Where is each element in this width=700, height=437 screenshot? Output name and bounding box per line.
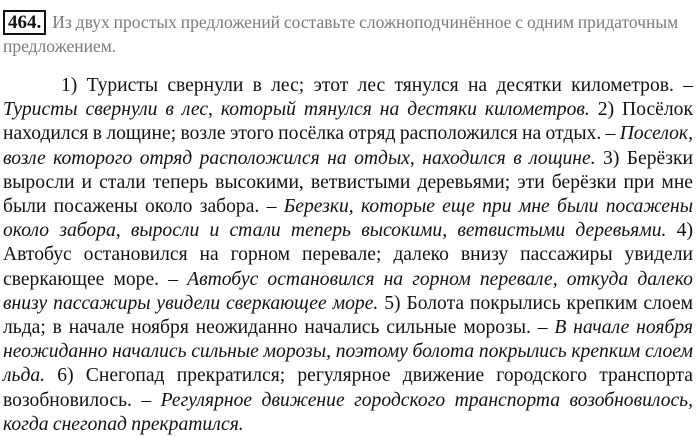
item-answer: Автобус остановился на горном перевале, откуда далеко внизу пассажиры увидели сверкающее море. [3, 268, 693, 314]
item-source: Снегопад прекратился; регулярное движение городского транспорта возобновилось. [3, 365, 693, 411]
item-number: 5) [384, 292, 401, 314]
item-dash: – [537, 317, 548, 339]
item-dash: – [683, 75, 693, 96]
task-prompt: Из двух простых предложений составьте сложноподчинённое с одним придаточным предложением. [3, 12, 679, 56]
item-number: 2) [597, 99, 615, 121]
item-dash: – [605, 123, 616, 145]
item-number: 3) [603, 147, 620, 169]
task-number: 464. [3, 10, 46, 35]
item-dash: – [266, 196, 277, 218]
item-answer: Березки, которые еще при мне были посажены около забора, выросли и стали теперь высокими, ветвистыми деревьями. [3, 196, 693, 242]
task-header [3, 10, 693, 58]
item-answer: В начале ноября неожиданно начались сильные морозы, поэтому болота покрылись крепким слоем льда. [3, 317, 693, 387]
item-6 [3, 365, 693, 434]
item-answer: Поселок, возле которого отряд расположился на отдых, находился в лощине. [3, 123, 693, 169]
item-dash: – [168, 268, 178, 290]
item-source: Болота покрылись крепким слоем льда; в начале ноября неожиданно начались сильные морозы. [3, 292, 693, 339]
answer-paragraph [3, 74, 693, 437]
item-number: 1) [61, 75, 78, 96]
item-number: 6) [57, 365, 74, 387]
item-source: Туристы свернули в лес; этот лес тянулся на десятки километров. [86, 75, 674, 96]
item-dash: – [141, 389, 152, 411]
item-number: 4) [676, 220, 693, 242]
item-source: Посёлок находился в лощине; возле этого посёлка отряд расположился на отдых. [3, 99, 693, 145]
item-1 [3, 75, 693, 120]
item-source: Берёзки выросли и стали теперь высокими, ветвистыми деревьями; эти берёзки при мне были посажены около забора. [3, 147, 693, 218]
item-answer: Туристы свернули в лес, который тянулся на дестяки километров. [3, 99, 590, 121]
item-answer: Регулярное движение городского транспорта возобновилось, когда снегопад прекратился. [3, 389, 693, 435]
item-source: Автобус остановился на горном перевале; далеко внизу пассажиры увидели сверкающее море. [3, 244, 693, 290]
